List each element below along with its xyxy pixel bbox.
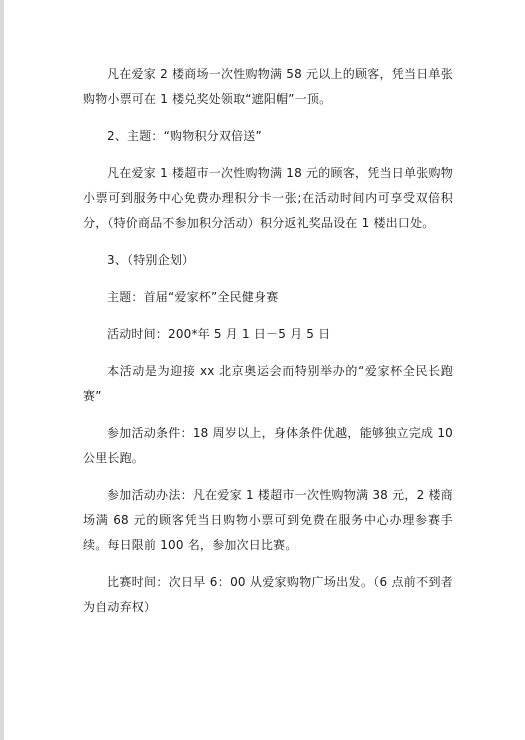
paragraph-gap (83, 347, 453, 359)
paragraph-points-card: 凡在爱家 1 楼超市一次性购物满 18 元的顾客，凭当日单张购物小票可到服务中心免费办理积分卡一张;在活动时间内可享受双倍积分，（特价商品不参加积分活动）积分返礼奖品设在 1 楼出口处。 (83, 166, 453, 230)
paragraph-gap (83, 112, 453, 124)
paragraph-gap (83, 409, 453, 421)
paragraph-event-time: 活动时间：200*年 5 月 1 日－5 月 5 日 (107, 327, 331, 341)
paragraph-section-3-heading: 3、（特别企划） (107, 253, 195, 267)
paragraph-gap (83, 236, 453, 248)
paragraph-fitness-theme: 主题：首届“爱家杯”全民健身赛 (107, 290, 279, 304)
paragraph-conditions: 参加活动条件：18 周岁以上，身体条件优越，能够独立完成 10 公里长跑。 (83, 426, 453, 465)
document-page (83, 62, 453, 620)
paragraph-hat-gift: 凡在爱家 2 楼商场一次性购物满 58 元以上的顾客，凭当日单张购物小票可在 1 楼兑奖处领取“遮阳帽”一顶。 (83, 67, 453, 106)
paragraph-event-purpose: 本活动是为迎接 xx 北京奥运会而特别举办的“爱家杯全民长跑赛” (83, 364, 453, 403)
paragraph-race-time: 比赛时间：次日早 6：00 从爱家购物广场出发。（6 点前不到者为自动弃权） (83, 575, 453, 614)
paragraph-gap (83, 273, 453, 285)
paragraph-gap (83, 471, 453, 483)
paragraph-theme-2-heading: 2、主题：“购物积分双倍送” (107, 129, 262, 143)
paragraph-registration: 参加活动办法：凡在爱家 1 楼超市一次性购物满 38 元，2 楼商场满 68 元的顾客凭当日购物小票可到免费在服务中心办理参赛手续。每日限前 100 名，参加次日比赛。 (83, 488, 453, 552)
paragraph-gap (83, 310, 453, 322)
page-left-edge (0, 0, 4, 740)
paragraph-gap (83, 558, 453, 570)
paragraph-gap (83, 149, 453, 161)
